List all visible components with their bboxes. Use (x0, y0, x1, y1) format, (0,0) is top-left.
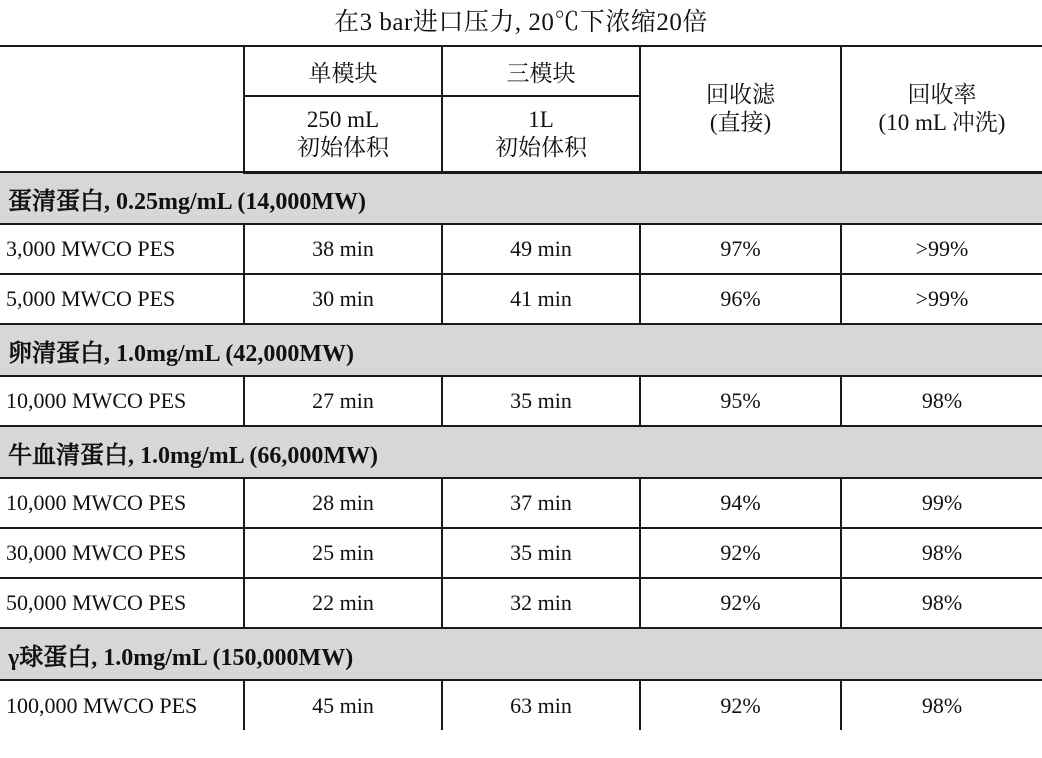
row-triple-module-value: 35 min (442, 376, 640, 426)
row-recovery-rinse-value: 98% (841, 376, 1042, 426)
row-triple-module-value: 63 min (442, 680, 640, 730)
row-recovery-rinse-value: >99% (841, 224, 1042, 274)
section-title: 牛血清蛋白, 1.0mg/mL (66,000MW) (0, 426, 1042, 478)
header-row-modules (0, 46, 1042, 96)
row-recovery-direct-value: 92% (640, 528, 841, 578)
row-recovery-direct-value: 92% (640, 578, 841, 628)
header-recovery-direct (640, 46, 841, 172)
table-row (0, 224, 1042, 274)
row-single-module-value: 25 min (244, 528, 442, 578)
row-recovery-direct-value: 97% (640, 224, 841, 274)
table-row (0, 578, 1042, 628)
row-triple-module-value: 35 min (442, 528, 640, 578)
header-single-volume-line1: 250 mL (306, 106, 380, 132)
row-label: 30,000 MWCO PES (0, 528, 244, 578)
header-triple-volume (442, 96, 640, 172)
row-recovery-direct-value: 96% (640, 274, 841, 324)
header-recovery-rinse (841, 46, 1042, 172)
header-single-volume-line2: 初始体积 (297, 134, 389, 160)
row-triple-module-value: 49 min (442, 224, 640, 274)
row-label: 50,000 MWCO PES (0, 578, 244, 628)
row-recovery-rinse-value: 98% (841, 528, 1042, 578)
header-triple-volume-line2: 初始体积 (495, 134, 587, 160)
header-recovery-direct-line2: (直接) (709, 109, 772, 135)
header-triple-module: 三模块 (442, 46, 640, 96)
row-recovery-direct-value: 95% (640, 376, 841, 426)
row-triple-module-value: 32 min (442, 578, 640, 628)
row-triple-module-value: 37 min (442, 478, 640, 528)
table-row (0, 274, 1042, 324)
row-triple-module-value: 41 min (442, 274, 640, 324)
table-row (0, 478, 1042, 528)
row-single-module-value: 38 min (244, 224, 442, 274)
section-header-row (0, 324, 1042, 376)
table-title-row (0, 0, 1042, 46)
section-header-row (0, 426, 1042, 478)
row-single-module-value: 27 min (244, 376, 442, 426)
row-label: 10,000 MWCO PES (0, 376, 244, 426)
header-single-volume (244, 96, 442, 172)
row-recovery-direct-value: 94% (640, 478, 841, 528)
row-label: 10,000 MWCO PES (0, 478, 244, 528)
header-recovery-rinse-line2: (10 mL 冲洗) (878, 109, 1006, 135)
section-header-row (0, 172, 1042, 224)
row-recovery-direct-value: 92% (640, 680, 841, 730)
section-title: γ球蛋白, 1.0mg/mL (150,000MW) (0, 628, 1042, 680)
section-title: 蛋清蛋白, 0.25mg/mL (14,000MW) (0, 172, 1042, 224)
row-single-module-value: 45 min (244, 680, 442, 730)
table-row (0, 376, 1042, 426)
row-recovery-rinse-value: 98% (921, 692, 963, 718)
table-row (0, 680, 1042, 730)
row-label: 3,000 MWCO PES (0, 224, 244, 274)
row-recovery-rinse-value: >99% (841, 274, 1042, 324)
row-label: 5,000 MWCO PES (0, 274, 244, 324)
page-title: 在3 bar进口压力, 20℃下浓缩20倍 (0, 0, 1042, 46)
row-recovery-rinse-value: 98% (841, 578, 1042, 628)
row-single-module-value: 28 min (244, 478, 442, 528)
header-triple-volume-line1: 1L (528, 106, 554, 132)
section-header-row (0, 628, 1042, 680)
section-title: 卵清蛋白, 1.0mg/mL (42,000MW) (0, 324, 1042, 376)
row-label: 100,000 MWCO PES (0, 680, 244, 730)
header-corner-blank (0, 46, 244, 172)
row-single-module-value: 22 min (244, 578, 442, 628)
row-recovery-rinse-value: 99% (841, 478, 1042, 528)
table-row (0, 528, 1042, 578)
header-single-module: 单模块 (244, 46, 442, 96)
row-single-module-value: 30 min (244, 274, 442, 324)
header-recovery-rinse-line1: 回收率 (907, 81, 977, 107)
header-recovery-direct-line1: 回收滤 (706, 81, 775, 107)
